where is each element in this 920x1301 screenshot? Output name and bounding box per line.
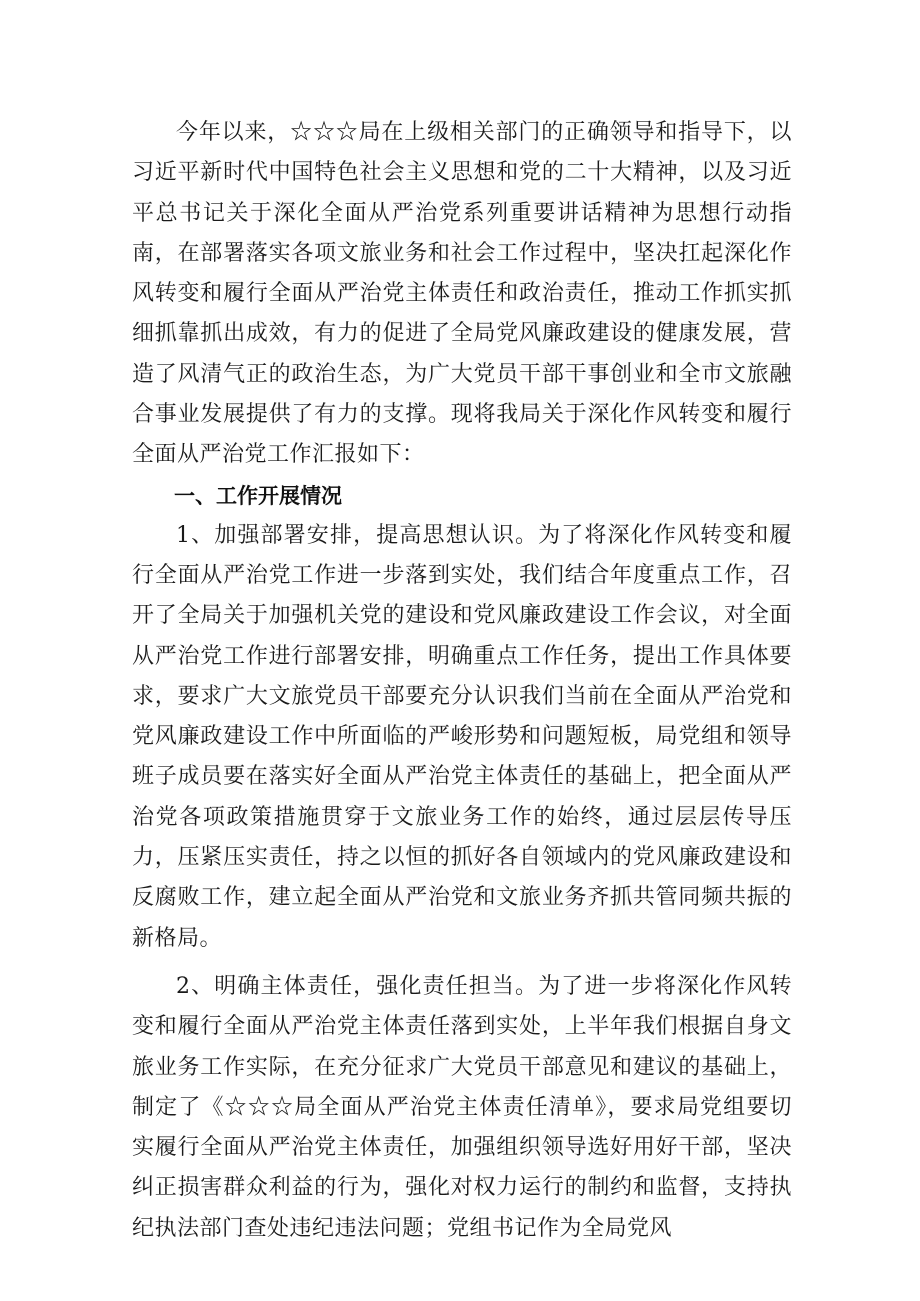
- item-2-paragraph: 2、明确主体责任，强化责任担当。为了进一步将深化作风转变和履行全面从严治党主体责任落到实处，上半年我们根据自身文旅业务工作实际，在充分征求广大党员干部意见和建议的基础上，制定了《☆☆☆局全面从严治党主体责任清单》，要求局党组要切实履行全面从严治党主体责任，加强组织领导选好用好干部，坚决纠正损害群众利益的行为，强化对权力运行的制约和监督，支持执纪执法部门查处违纪违法问题；党组书记作为全局党风: [132, 973, 792, 1241]
- section-heading-work-status: 一、工作开展情况: [174, 483, 342, 508]
- item-1-paragraph: 1、加强部署安排，提高思想认识。为了将深化作风转变和履行全面从严治党工作进一步落到实处，我们结合年度重点工作，召开了全局关于加强机关党的建设和党风廉政建设工作会议，对全面从严治党工作进行部署安排，明确重点工作任务，提出工作具体要求，要求广大文旅党员干部要充分认识我们当前在全面从严治党和党风廉政建设工作中所面临的严峻形势和问题短板，局党组和领导班子成员要在落实好全面从严治党主体责任的基础上，把全面从严治党各项政策措施贯穿于文旅业务工作的始终，通过层层传导压力，压紧压实责任，持之以恒的抓好各自领域内的党风廉政建设和反腐败工作，建立起全面从严治党和文旅业务齐抓共管同频共振的新格局。: [132, 522, 792, 951]
- document-body: [132, 113, 792, 1249]
- intro-paragraph: 今年以来，☆☆☆局在上级相关部门的正确领导和指导下，以习近平新时代中国特色社会主义思想和党的二十大精神，以及习近平总书记关于深化全面从严治党系列重要讲话精神为思想行动指南，在部署落实各项文旅业务和社会工作过程中，坚决扛起深化作风转变和履行全面从严治党主体责任和政治责任，推动工作抓实抓细抓靠抓出成效，有力的促进了全局党风廉政建设的健康发展，营造了风清气正的政治生态，为广大党员干部干事创业和全市文旅融合事业发展提供了有力的支撑。现将我局关于深化作风转变和履行全面从严治党工作汇报如下：: [132, 120, 792, 468]
